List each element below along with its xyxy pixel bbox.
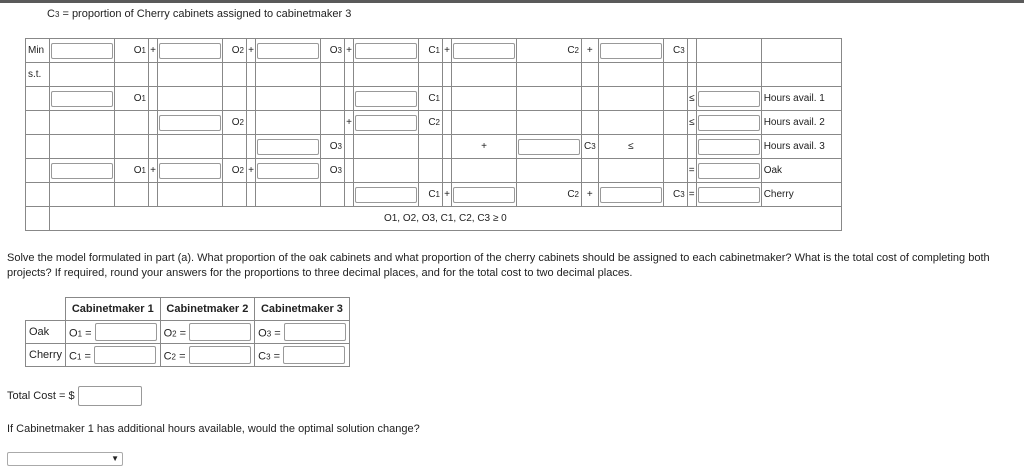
cherry-rhs[interactable] bbox=[698, 187, 760, 203]
top-bar bbox=[0, 0, 1024, 3]
plus-op: + bbox=[345, 111, 354, 135]
le-op: ≤ bbox=[687, 87, 696, 111]
var-C1: C1 bbox=[419, 39, 443, 63]
oak-rhs[interactable] bbox=[698, 163, 760, 179]
answer-cell-O3: O3 = bbox=[255, 321, 350, 344]
answer-C2-input[interactable] bbox=[189, 346, 251, 364]
header-cabinetmaker-2: Cabinetmaker 2 bbox=[160, 298, 255, 321]
eq-op: = bbox=[687, 183, 696, 207]
c1-rhs[interactable] bbox=[698, 91, 760, 107]
var-O2: O2 bbox=[223, 159, 247, 183]
var-C2: C2 bbox=[517, 39, 582, 63]
var-C2: C2 bbox=[419, 111, 443, 135]
answer-O2-input[interactable] bbox=[189, 323, 251, 341]
answer-header-row bbox=[26, 298, 350, 321]
var-O1: O1 bbox=[115, 159, 149, 183]
plus-op: + bbox=[149, 39, 158, 63]
var-C3: C3 bbox=[582, 135, 599, 159]
var-C1: C1 bbox=[419, 87, 443, 111]
c2-rhs[interactable] bbox=[698, 115, 760, 131]
plus-op: + bbox=[149, 159, 158, 183]
answer-row-oak bbox=[26, 321, 350, 344]
answer-dropdown[interactable] bbox=[7, 452, 123, 466]
plus-op: + bbox=[247, 159, 256, 183]
answer-O3-input[interactable] bbox=[284, 323, 346, 341]
cherry-coef-C3[interactable] bbox=[600, 187, 662, 203]
obj-coef-O1[interactable] bbox=[51, 43, 113, 59]
c3-coef-C3[interactable] bbox=[518, 139, 580, 155]
le-op: ≤ bbox=[687, 111, 696, 135]
answer-C3-input[interactable] bbox=[283, 346, 345, 364]
var-O3: O3 bbox=[321, 159, 345, 183]
c2-coef-C2[interactable] bbox=[355, 115, 417, 131]
c3-rhs[interactable] bbox=[698, 139, 760, 155]
answer-cell-C3: C3 = bbox=[255, 344, 350, 367]
plus-op: + bbox=[452, 135, 517, 159]
obj-coef-C2[interactable] bbox=[453, 43, 515, 59]
total-cost-line bbox=[7, 386, 142, 406]
variable-definition: C3 = proportion of Cherry cabinets assigned to cabinetmaker 3 bbox=[47, 8, 352, 20]
obj-coef-O2[interactable] bbox=[159, 43, 221, 59]
total-cost-input[interactable] bbox=[78, 386, 142, 406]
var-O1: O1 bbox=[115, 39, 149, 63]
objective-row bbox=[26, 39, 842, 63]
eq-op: = bbox=[687, 159, 696, 183]
plus-op: + bbox=[443, 39, 452, 63]
rhs-label-2: Hours avail. 2 bbox=[761, 111, 841, 135]
answer-O1-input[interactable] bbox=[95, 323, 157, 341]
var-C3: C3 bbox=[663, 183, 687, 207]
cherry-coef-C2[interactable] bbox=[453, 187, 515, 203]
var-C1: C1 bbox=[419, 183, 443, 207]
min-label: Min bbox=[26, 39, 50, 63]
var-O3: O3 bbox=[321, 135, 345, 159]
obj-coef-C3[interactable] bbox=[600, 43, 662, 59]
var-C3: C3 bbox=[663, 39, 687, 63]
total-cost-label: Total Cost = $ bbox=[7, 389, 75, 402]
lp-model-table bbox=[25, 38, 842, 231]
instructions-text: Solve the model formulated in part (a). What proportion of the oak cabinets and what proportion of the cherry cabinets should be assigned to each cabinetmaker? What is the total cost of completing both projects? If required, round your answers for the proportions to three decimal places, and for the total cost to two decimal places. bbox=[7, 252, 990, 279]
chevron-down-icon: ▼ bbox=[111, 454, 119, 463]
nonnegativity-constraint: O1, O2, O3, C1, C2, C3 ≥ 0 bbox=[50, 207, 842, 231]
constraint-row-oak bbox=[26, 159, 842, 183]
answer-cell-O1: O1 = bbox=[66, 321, 161, 344]
oak-coef-O2[interactable] bbox=[159, 163, 221, 179]
oak-coef-O3[interactable] bbox=[257, 163, 319, 179]
answer-row-cherry bbox=[26, 344, 350, 367]
answer-cell-C1: C1 = bbox=[66, 344, 161, 367]
var-C2: C2 bbox=[517, 183, 582, 207]
cherry-coef-C1[interactable] bbox=[355, 187, 417, 203]
var-O3: O3 bbox=[321, 39, 345, 63]
var-O1: O1 bbox=[115, 87, 149, 111]
obj-coef-C1[interactable] bbox=[355, 43, 417, 59]
var-O2: O2 bbox=[223, 111, 247, 135]
answer-cell-O2: O2 = bbox=[160, 321, 255, 344]
plus-op: + bbox=[582, 183, 599, 207]
rhs-label-cherry: Cherry bbox=[761, 183, 841, 207]
st-row bbox=[26, 63, 842, 87]
plus-op: + bbox=[247, 39, 256, 63]
oak-coef-O1[interactable] bbox=[51, 163, 113, 179]
rhs-label-oak: Oak bbox=[761, 159, 841, 183]
followup-question: If Cabinetmaker 1 has additional hours available, would the optimal solution change? bbox=[7, 423, 420, 435]
st-label: s.t. bbox=[26, 63, 50, 87]
header-cabinetmaker-1: Cabinetmaker 1 bbox=[66, 298, 161, 321]
c2-coef-O2[interactable] bbox=[159, 115, 221, 131]
plus-op: + bbox=[345, 39, 354, 63]
c1-coef-C1[interactable] bbox=[355, 91, 417, 107]
c1-coef-O1[interactable] bbox=[51, 91, 113, 107]
constraint-row-cherry bbox=[26, 183, 842, 207]
plus-op: + bbox=[443, 183, 452, 207]
nonneg-row bbox=[26, 207, 842, 231]
obj-coef-O3[interactable] bbox=[257, 43, 319, 59]
row-label-cherry: Cherry bbox=[26, 344, 66, 367]
constraint-row-1 bbox=[26, 87, 842, 111]
var-O2: O2 bbox=[223, 39, 247, 63]
plus-op: + bbox=[582, 39, 599, 63]
rhs-label-1: Hours avail. 1 bbox=[761, 87, 841, 111]
constraint-row-3 bbox=[26, 135, 842, 159]
answer-table bbox=[25, 297, 350, 367]
le-op: ≤ bbox=[598, 135, 663, 159]
header-cabinetmaker-3: Cabinetmaker 3 bbox=[255, 298, 350, 321]
c3-coef-O3[interactable] bbox=[257, 139, 319, 155]
answer-cell-C2: C2 = bbox=[160, 344, 255, 367]
answer-C1-input[interactable] bbox=[94, 346, 156, 364]
rhs-label-3: Hours avail. 3 bbox=[761, 135, 841, 159]
constraint-row-2 bbox=[26, 111, 842, 135]
row-label-oak: Oak bbox=[26, 321, 66, 344]
